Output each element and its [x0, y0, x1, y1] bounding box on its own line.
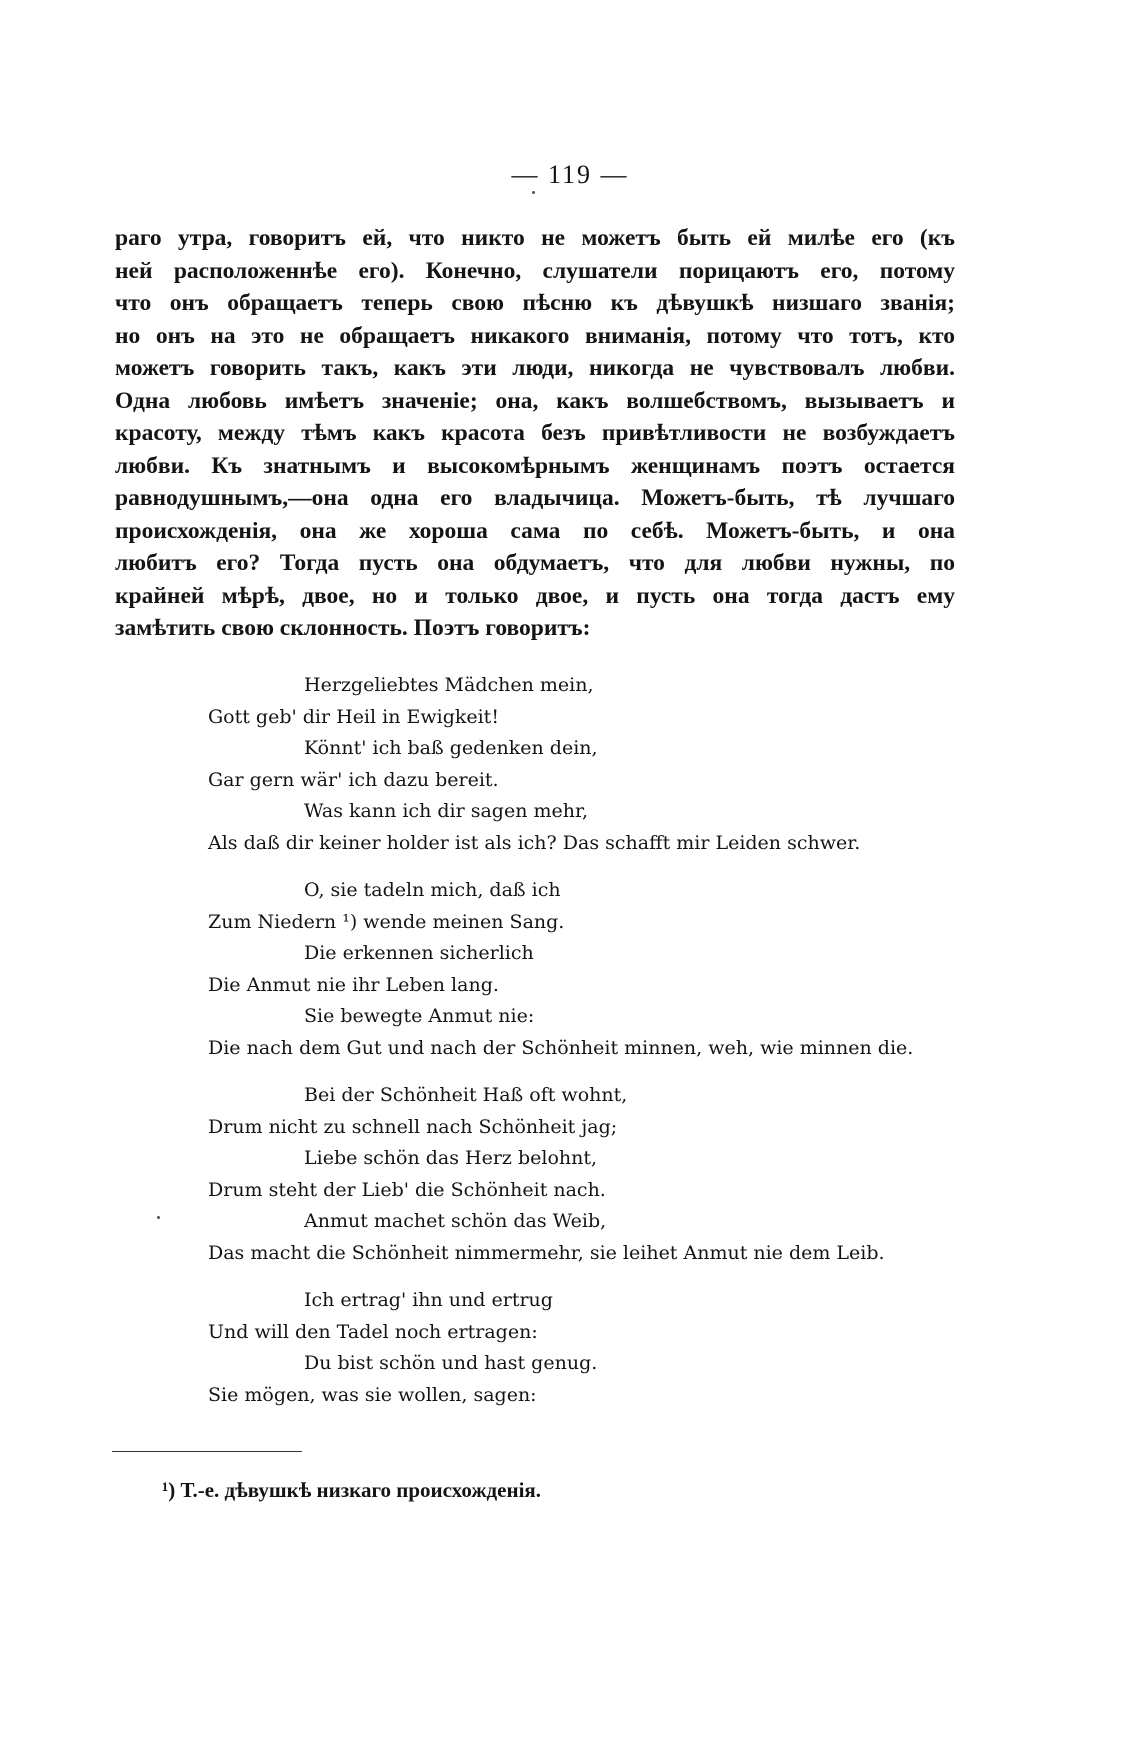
poem-stanza	[208, 1285, 908, 1411]
prose-line: ней расположеннѣе его). Конечно, слушатели порицаютъ его, потому	[115, 257, 955, 284]
poem-verse: Anmut machet schön das Weib,	[304, 1210, 607, 1232]
poem-verse: Das macht die Schönheit nimmermehr, sie leihet Anmut nie dem Leib.	[208, 1241, 885, 1264]
footnote-mark: ¹)	[162, 1478, 176, 1502]
poem-verse: Gott geb' dir Heil in Ewigkeit!	[208, 705, 499, 728]
poem-stanza	[208, 670, 908, 859]
poem-verse: Die Anmut nie ihr Leben lang.	[208, 973, 499, 996]
poem-verse: Was kann ich dir sagen mehr,	[304, 800, 588, 822]
ink-speck	[157, 1216, 160, 1219]
prose-line: но онъ на это не обращаетъ никакого вниманія, потому что тотъ, кто	[115, 322, 955, 349]
poem-verse: Drum nicht zu schnell nach Schönheit jag;	[208, 1115, 618, 1138]
german-poem	[208, 670, 914, 1427]
poem-verse: Sie mögen, was sie wollen, sagen:	[208, 1383, 537, 1406]
footnote-text: Т.-е. дѣвушкѣ низкаго происхожденія.	[180, 1478, 542, 1502]
poem-verse: Liebe schön das Herz belohnt,	[304, 1147, 598, 1169]
prose-line: что онъ обращаетъ теперь свою пѣсню къ дѣвушкѣ низшаго званія;	[115, 290, 955, 316]
poem-verse: Die nach dem Gut und nach der Schönheit minnen, weh, wie minnen die.	[208, 1036, 914, 1059]
page-number: — 119 —	[511, 160, 629, 189]
footnote-divider	[112, 1451, 302, 1452]
poem-verse: Drum steht der Lieb' die Schönheit nach.	[208, 1178, 606, 1201]
poem-verse: Gar gern wär' ich dazu bereit.	[208, 768, 499, 791]
footnote	[162, 1478, 541, 1503]
poem-verse: Zum Niedern ¹) wende meinen Sang.	[208, 910, 565, 933]
poem-verse: Und will den Tadel noch ertragen:	[208, 1320, 538, 1343]
poem-verse: Als daß dir keiner holder ist als ich? Das schafft mir Leiden schwer.	[208, 831, 861, 854]
prose-line: происхожденія, она же хороша сама по себѣ. Можетъ-быть, и она	[115, 517, 955, 544]
poem-verse: Bei der Schönheit Haß oft wohnt,	[304, 1084, 628, 1106]
prose-line: любитъ его? Тогда пусть она обдумаетъ, что для любви нужны, по	[115, 550, 955, 576]
poem-verse: Ich ertrag' ihn und ertrug	[304, 1289, 553, 1311]
prose-line: раго утра, говоритъ ей, что никто не можетъ быть ей милѣе его (къ	[115, 225, 955, 251]
poem-verse: O, sie tadeln mich, daß ich	[304, 879, 561, 901]
prose-line: любви. Къ знатнымъ и высокомѣрнымъ женщинамъ поэтъ остается	[115, 452, 955, 479]
prose-line: равнодушнымъ,—она одна его владычица. Можетъ-быть, тѣ лучшаго	[115, 485, 955, 511]
poem-verse: Die erkennen sicherlich	[304, 942, 534, 964]
prose-paragraph	[115, 222, 955, 645]
poem-verse: Könnt' ich baß gedenken dein,	[304, 737, 598, 759]
prose-line: красоту, между тѣмъ какъ красота безъ привѣтливости не возбуждаетъ	[115, 420, 955, 446]
prose-line: Одна любовь имѣетъ значеніе; она, какъ волшебствомъ, вызываетъ и	[115, 387, 955, 414]
poem-stanza	[208, 1080, 908, 1269]
prose-line: замѣтить свою склонность. Поэтъ говоритъ:	[115, 615, 591, 641]
ink-speck	[532, 191, 535, 194]
poem-verse: Herzgeliebtes Mädchen mein,	[304, 674, 594, 696]
poem-verse: Sie bewegte Anmut nie:	[304, 1005, 535, 1027]
poem-stanza	[208, 875, 914, 1064]
poem-verse: Du bist schön und hast genug.	[304, 1352, 598, 1374]
prose-line: крайней мѣрѣ, двое, но и только двое, и пусть она тогда дастъ ему	[115, 582, 955, 609]
prose-line: можетъ говорить такъ, какъ эти люди, никогда не чувствовалъ любви.	[115, 355, 955, 381]
